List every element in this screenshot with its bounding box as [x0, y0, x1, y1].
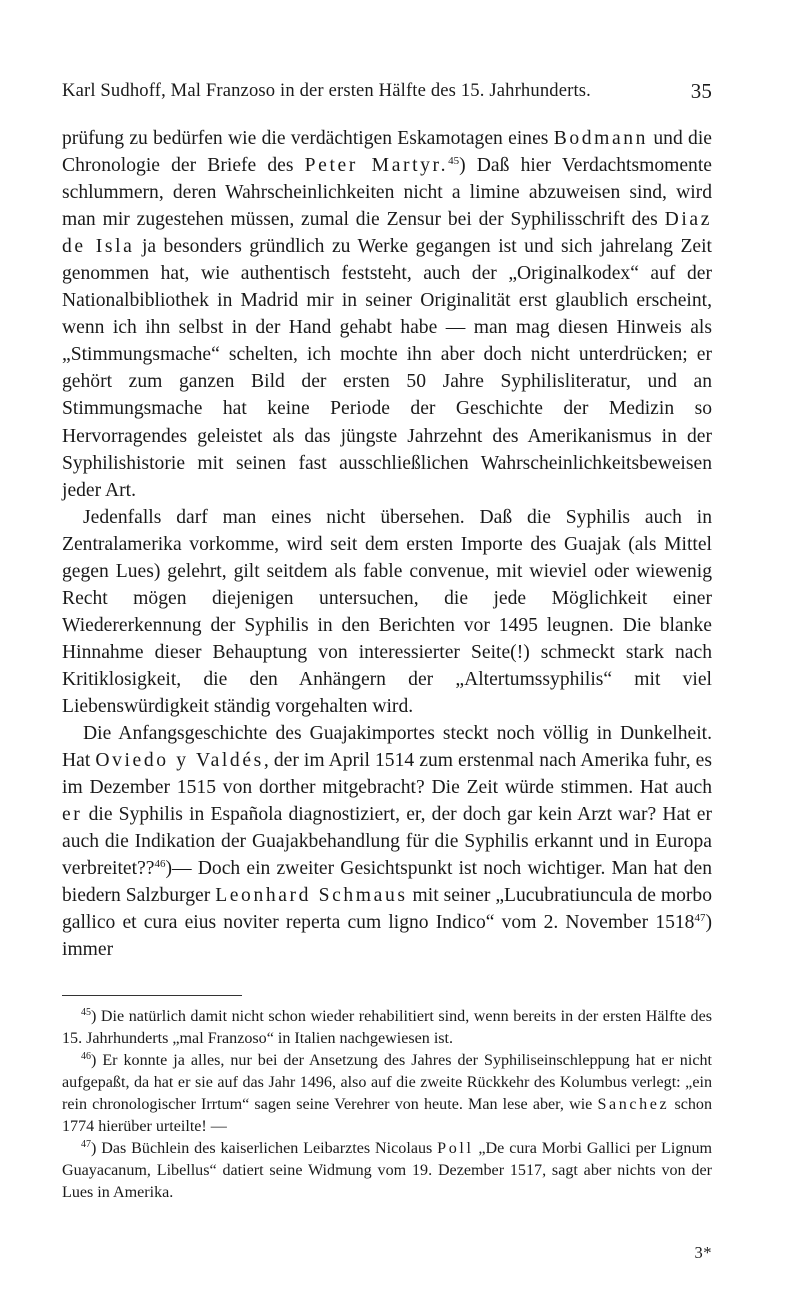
- footnote-number: 47: [81, 1138, 91, 1150]
- footnote-number: 46: [81, 1050, 91, 1062]
- paragraph-1: [62, 125, 712, 504]
- footnotes: [62, 1006, 712, 1204]
- footnote-divider: [62, 995, 242, 996]
- footnote-text: „De cura Morbi Gallici per Lignum Guayacanum, Libellus“ datiert seine Widmung vom 19. Dezember 1517, sagt aber nichts von der Lues in Amerika.: [62, 1139, 713, 1201]
- footnote-text: ) Die natürlich damit nicht schon wieder rehabilitiert sind, wenn bereits in der ersten Hälfte des 15. Jahrhunderts „mal Franzoso“ in Italien nachgewiesen ist.: [62, 1008, 712, 1047]
- text-run: ) Daß hier Verdachtsmomente schlummern, deren Wahrscheinlichkeiten nicht a limine abzuweisen sind, wird man mir zugestehen müssen, zumal die Zensur bei der Syphilisschrift des: [62, 155, 712, 231]
- paragraph-2: Jedenfalls darf man eines nicht übersehen. Daß die Syphilis auch in Zentralamerika vorkomme, wird seit dem ersten Importe des Guajak (als Mittel gegen Lues) gelehrt, gilt seitdem als fable convenue, mit wieviel oder wiewenig Recht mögen diejenigen untersuchen, die jede Möglichkeit einer Wiedererkennung der Syphilis in den Berichten vor 1495 leugnen. Die blanke Hinnahme dieser Behauptung von interessierter Seite(!) schmeckt stark nach Kritiklosigkeit, die den Anhängern der „Altertumssyphilis“ mit viel Liebenswürdigkeit ständig vorgehalten wird.: [62, 506, 712, 717]
- text-run: prüfung zu bedürfen wie die verdächtigen Eskamotagen eines: [62, 128, 554, 149]
- footnote-ref-47[interactable]: 47: [694, 912, 706, 925]
- signature-mark: 3*: [694, 1243, 712, 1262]
- text-run: und die Chronologie der Briefe des: [62, 128, 712, 177]
- person-name-sanchez: Sanchez: [597, 1095, 670, 1113]
- footnote-ref-46[interactable]: 46: [154, 858, 166, 871]
- page-number: 35: [690, 79, 712, 103]
- text-run: ja besonders gründlich zu Werke gegangen ist und sich jahrelang Zeit genommen hat, wie authentisch feststeht, auch der „Originalkodex“ auf der Nationalbibliothek in Madrid mir in seiner Originalität erst glaublich erscheint, wenn ich ihn selbst in der Hand gehabt habe — man mag diesen Hinweis als „Stimmungsmache“ schelten, ich mochte ihn aber doch nicht unterdrücken; er gehört zum ganzen Bild der ersten 50 Jahre Syphilisliteratur, und an Stimmungsmache hat keine Periode der Geschichte der Medizin so Hervorragendes geleistet als das jüngste Jahrzehnt des Amerikanismus in der Syphilishistorie mit seinen fast ausschließlichen Wahrscheinlichkeitsbeweisen jeder Art.: [62, 236, 712, 501]
- footnote-text: schon 1774 hierüber urteilte! —: [62, 1095, 712, 1135]
- person-name-leonhard-schmaus: Leonhard Schmaus: [215, 885, 408, 907]
- footnote-ref-45[interactable]: 45: [448, 155, 460, 168]
- person-name-poll: Poll: [437, 1139, 474, 1157]
- person-name-diaz-de-isla: Diaz de Isla: [62, 209, 712, 258]
- footnote-47: [62, 1138, 712, 1204]
- text-run: )— Doch ein zweiter Gesichtspunkt ist noch wichtiger. Man hat den biedern Salzburger: [62, 858, 712, 907]
- person-name-peter-martyr: Peter Martyr.: [304, 155, 449, 177]
- footnote-text: ) Er konnte ja alles, nur bei der Ansetzung des Jahres der Syphiliseinschleppung hat er nicht aufgepaßt, da hat er sie auf das Jahr 1496, also auf die zweite Rückkehr des Kolumbus verlegt: „ein rein chronologischer Irrtum“ sagen seine Verehrer von heute. Man lese aber, wie: [62, 1051, 712, 1113]
- text-run: , der im April 1514 zum erstenmal nach Amerika fuhr, es im Dezember 1515 von dorther mitgebracht? Die Zeit würde stimmen. Hat auch: [62, 750, 712, 799]
- body-text: [62, 125, 712, 963]
- footnote-number: 45: [81, 1007, 91, 1018]
- text-run: die Syphilis in Española diagnostiziert, er, der doch gar kein Arzt war? Hat er auch die Indikation der Guajakbehandlung für die Syphilis erkannt und in Europa verbreitet??: [62, 804, 712, 880]
- footnote-45: [62, 1006, 712, 1050]
- book-page: [62, 0, 712, 1294]
- text-run: ) immer: [62, 912, 712, 961]
- emphasis-er: er: [62, 804, 83, 826]
- text-run: mit seiner „Lucubratiuncula de morbo gallico et cura eius noviter reperta cum ligno Indico“ vom 2. November 1518: [62, 885, 712, 934]
- text-run: Die Anfangsgeschichte des Guajakimportes steckt noch völlig in Dunkelheit. Hat: [62, 723, 712, 772]
- footnote-text: ) Das Büchlein des kaiserlichen Leibarztes Nicolaus: [91, 1139, 438, 1157]
- person-name-bodmann: Bodmann: [553, 128, 649, 149]
- paragraph-3: [62, 720, 712, 963]
- running-title: Karl Sudhoff, Mal Franzoso in der ersten Hälfte des 15. Jahrhunderts.: [62, 80, 591, 101]
- footnote-46: [62, 1050, 712, 1138]
- person-name-oviedo: Oviedo y Valdés: [95, 750, 264, 772]
- running-header: [62, 80, 712, 104]
